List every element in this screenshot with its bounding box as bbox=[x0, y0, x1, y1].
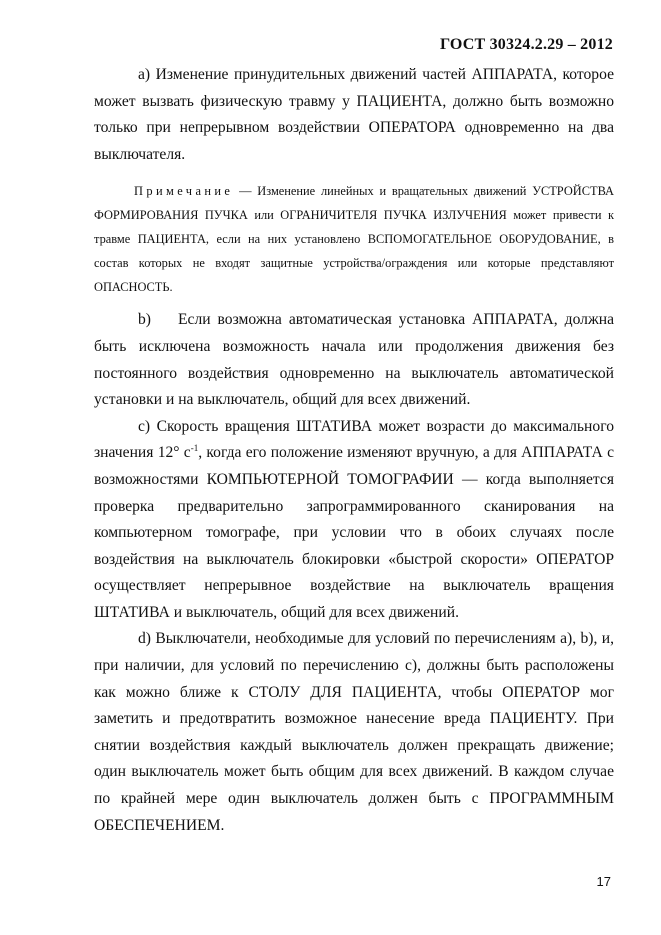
paragraph-c-part1: с) Скорость вращения ШТАТИВА может возрасти до максимального значения 12° с bbox=[94, 417, 614, 462]
paragraph-c-superscript: -1 bbox=[190, 443, 199, 454]
document-header: ГОСТ 30324.2.29 – 2012 bbox=[439, 36, 613, 53]
paragraph-b-text: Если возможна автоматическая установка АППАРАТА, должна быть исключена возможность начала или продолжения движения без постоянного воздействия одновременно на выключатель автоматической установки и на выключатель, общий для всех движений. bbox=[94, 311, 614, 409]
document-body bbox=[94, 62, 614, 839]
paragraph-c-part2: , когда его положение изменяют вручную, а для АППАРАТА с возможностями КОМПЬЮТЕРНОЙ ТОМОГРАФИИ — когда выполняется проверка предварительно запрограммированного сканирования на компьютерном томографе, при условии что в обоих случаях после воздействия на выключатель блокировки «быстрой скорости» ОПЕРАТОР осуществляет непрерывное воздействие на выключатель вращения ШТАТИВА и выключатель, общий для всех движений. bbox=[94, 444, 614, 621]
paragraph-b bbox=[94, 307, 614, 413]
paragraph-b-label: b) bbox=[138, 311, 151, 329]
note-text: Изменение линейных и вращательных движений УСТРОЙСТВА ФОРМИРОВАНИЯ ПУЧКА или ОГРАНИЧИТЕЛЯ ПУЧКА ИЗЛУЧЕНИЯ может привести к травме ПАЦИЕНТА, если на них установлено ВСПОМОГАТЕЛЬНОЕ ОБОРУДОВАНИЕ, в состав которых не входят защитные устройства/ограждения или которые представляют ОПАСНОСТЬ. bbox=[94, 184, 615, 294]
page-number: 17 bbox=[596, 874, 611, 889]
note-label: Примечание bbox=[134, 184, 234, 199]
paragraph-c bbox=[94, 414, 614, 627]
note-dash: — bbox=[233, 184, 258, 199]
paragraph-d: d) Выключатели, необходимые для условий по перечислениям а), b), и, при наличии, для условий по перечислению с), должны быть расположены как можно ближе к СТОЛУ ДЛЯ ПАЦИЕНТА, чтобы ОПЕРАТОР мог заметить и предотвратить возможное нанесение вреда ПАЦИЕНТУ. При снятии воздействия каждый выключатель должен прекращать движение; один выключатель может быть общим для всех движений. В каждом случае по крайней мере один выключатель должен быть с ПРОГРАММНЫМ ОБЕСПЕЧЕНИЕМ. bbox=[94, 630, 614, 834]
note-paragraph bbox=[94, 180, 614, 299]
paragraph-a: а) Изменение принудительных движений частей АППАРАТА, которое может вызвать физическую травму у ПАЦИЕНТА, должно быть возможно только при непрерывном воздействии ОПЕРАТОРА одновременно на два выключателя. bbox=[94, 66, 614, 163]
